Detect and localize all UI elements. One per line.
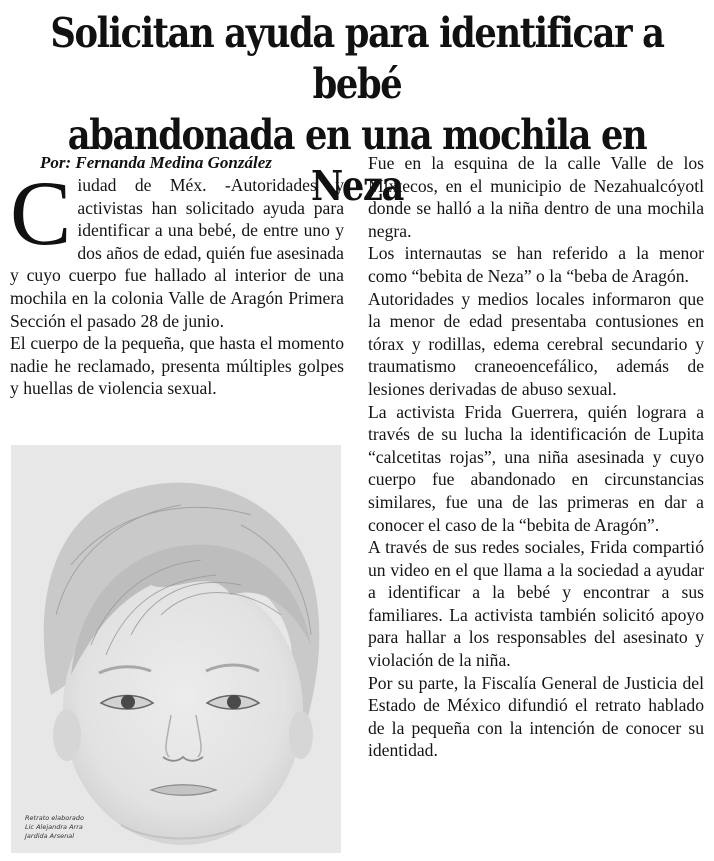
portrait-sketch: [11, 445, 341, 853]
drop-cap: C: [10, 162, 72, 264]
photo-credit: [25, 814, 84, 841]
paragraph-4: Los internautas se han referido a la menor como “bebita de Neza” o la “beba de Aragón.: [368, 243, 704, 286]
headline-line-2: abandonada en una mochila en Neza: [67, 111, 647, 210]
paragraph-7: A través de sus redes sociales, Frida compartió un video en el que llama a la sociedad a ayudar a identificar a la bebé y encontrar a sus familiares. La activista también solicitó apoyo para hallar a los responsables del asesinato y violación de la niña.: [368, 537, 704, 671]
byline: Por: Fernanda Medina González: [40, 153, 272, 172]
lead-text: iudad de Méx. -Autoridades y activistas han solicitado ayuda para identificar a una bebé, de entre uno y dos años de edad, quién fue asesinada y cuyo cuerpo fue hallado al interior de una mochila en la colonia Valle de Aragón Primera Sección el pasado 28 de junio.: [10, 175, 344, 331]
photo-credit-line-1: Retrato elaborado: [25, 814, 84, 822]
paragraph-5: Autoridades y medios locales informaron que la menor de edad presentaba contusiones en tórax y rodillas, edema cerebral secundario y traumatismo craneoencefálico, además de lesiones derivadas de abuso sexual.: [368, 288, 704, 399]
photo-credit-line-3: Jardida Arsenal: [25, 832, 75, 840]
baby-sketch-illustration: [11, 445, 341, 853]
paragraph-2: El cuerpo de la pequeña, que hasta el momento nadie he reclamado, presenta múltiples golpes y huellas de violencia sexual.: [10, 333, 344, 399]
paragraph-3: Fue en la esquina de la calle Valle de los Mixtecos, en el municipio de Nezahualcóyotl donde se halló a la niña dentro de una mochila negra.: [368, 153, 704, 241]
right-column: [368, 152, 704, 762]
headline-line-1: Solicitan ayuda para identificar a bebé: [50, 9, 664, 108]
paragraph-8: Por su parte, la Fiscalía General de Justicia del Estado de México difundió el retrato hablado de la pequeña con la intención de conocer su identidad.: [368, 672, 704, 761]
left-column: [10, 152, 344, 400]
photo-credit-line-2: Lic Alejandra Arra: [25, 823, 83, 831]
paragraph-6: La activista Frida Guerrera, quién lograra a través de su lucha la identificación de Lupita “calcetitas rojas”, una niña asesinada y cuyo cuerpo fue abandonado en circunstancias similares, fue una de las primeras en dar a conocer el caso de la “bebita de Aragón”.: [368, 401, 704, 535]
